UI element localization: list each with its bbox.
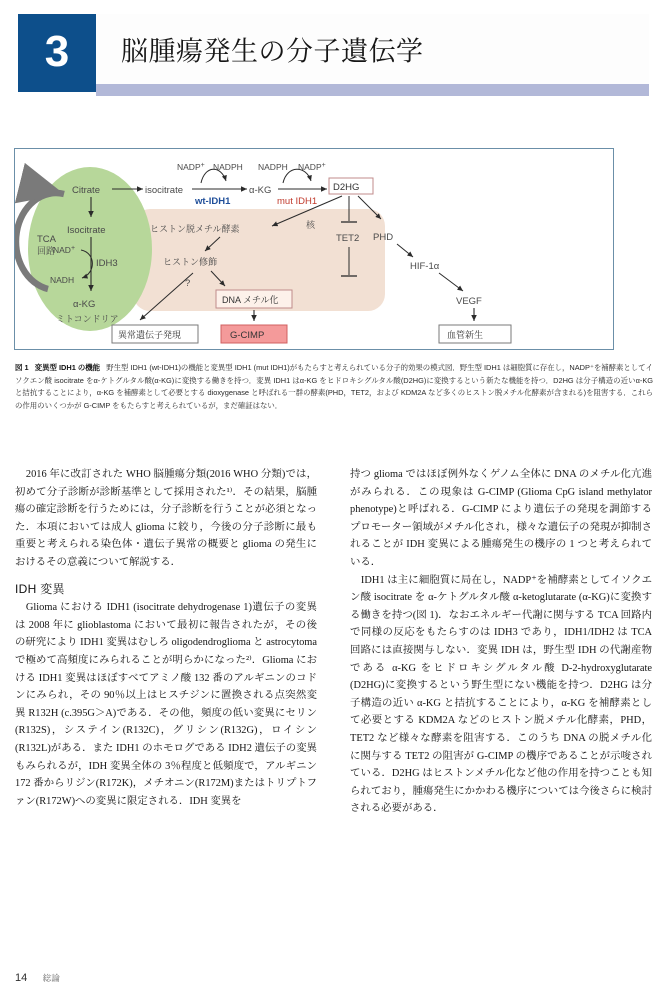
node-akg-mito: α-KG: [73, 299, 96, 310]
chapter-underbar-divider: [96, 84, 649, 96]
page-footer: [15, 968, 60, 986]
node-tet2: TET2: [336, 233, 360, 244]
node-gcimp: G-CIMP: [230, 330, 265, 341]
enzyme-idh3: IDH3: [96, 258, 118, 269]
figure-caption: [15, 362, 653, 412]
node-histone-modification: ヒストン修飾: [163, 257, 218, 267]
section-heading-idh-mutation: IDH 変異: [15, 581, 65, 596]
node-question-mark: ?: [185, 278, 191, 289]
node-isocitrate-cytosol: isocitrate: [145, 185, 184, 196]
node-nadph-1: NADPH: [213, 162, 243, 172]
intro-paragraph: 2016 年に改訂された WHO 脳腫瘍分類(2016 WHO 分類)では，初めて分子診断が診断基準として採用された¹⁾．その結果，脳腫瘍の確定診断を行うためには，分子診断を行うことが必須となった．本項においては成人 glioma に絞り，今後の分子診断に最も重要と考えられる染色体・遺伝子異常の概要と glioma の発生におけるその意義について解説する．: [15, 469, 317, 568]
node-nadp-plus-2: NADP+: [298, 162, 326, 172]
chapter-title-area: [96, 14, 649, 85]
mitochondria-label: ミトコンドリア: [56, 314, 119, 324]
chapter-number-box: [18, 14, 96, 92]
page-number: 14: [15, 972, 28, 984]
right-paragraph-2: IDH1 は主に細胞質に局在し，NADP⁺を補酵素としてイソクエン酸 isocitrate を α-ケトグルタル酸 α-ketoglutarate (α-KG)に変換する働きを持つ(図 1)．なおエネルギー代謝に関与する TCA 回路内で同様の反応をもたらすのは IDH3 であり，IDH1/IDH2 は TCA 回路には直接関与しない．変異 IDH は，野生型 IDH の代謝産物である α-KG をヒドロキシグルタル酸 D-2-hydroxyglutarate (D2HG)に変換するという野生型にない機能を持つ．D2HG は分子構造の近い α-KG と拮抗することにより，α-KG を補酵素として必要とする KDM2A などのヒストン脱メチル化酵素，PHD，TET2 など様々な酵素を阻害する．このうち DNA の脱メチル化に関与する TET2 の阻害が G-CIMP の機序であることが示唆されている．D2HG はヒストンメチル化など他の作用を持つことも知られており，腫瘍発生にかかわる機序については今後さらに検討される必要がある．: [350, 574, 652, 815]
body-columns: [15, 466, 652, 958]
chapter-number: 3: [44, 27, 70, 76]
node-akg-cytosol: α-KG: [249, 185, 272, 196]
page-title: 脳腫瘍発生の分子遺伝学: [121, 36, 424, 67]
tca-label-line2: 回路: [37, 246, 56, 256]
node-d2hg: D2HG: [333, 182, 360, 193]
node-nadph-2: NADPH: [258, 162, 288, 172]
chapter-header: [18, 14, 649, 92]
node-angiogenesis: 血管新生: [447, 330, 484, 340]
node-citrate: Citrate: [72, 185, 100, 196]
footer-section-label: 総論: [42, 973, 60, 983]
node-hif1a: HIF-1α: [410, 261, 440, 272]
node-nad-plus: NAD+: [53, 245, 76, 255]
node-vegf: VEGF: [456, 296, 482, 307]
node-phd: PHD: [373, 232, 394, 243]
node-histone-demethylase: ヒストン脱メチル酵素: [150, 224, 240, 234]
node-nadh: NADH: [50, 275, 75, 285]
left-column: [15, 466, 317, 958]
node-dna-methylation: DNA メチル化: [222, 295, 279, 305]
figure-caption-title: 変異型 IDH1 の機能: [34, 363, 101, 372]
left-paragraph-1: Glioma における IDH1 (isocitrate dehydrogenase 1)遺伝子の変異は 2008 年に glioblastoma において最初に報告されたが，その後の研究により IDH1 変異はむしろ oligodendroglioma と astrocytoma で極めて高頻度にみられることが明らかになった²⁾．Glioma における IDH1 変異はほぼすべてアミノ酸 132 番のアルギニンのコドンにみられ，その 90％以上はヒスチジンに置換される点突然変異 R132H (c.395G＞A)である．その他，頻度の低い変異にセリン(R132S)，システイン(R132C)，グリシン(R132G)，ロイシン(R132L)がある．また IDH1 のホモログである IDH2 遺伝子の変異もみられるが，IDH 変異全体の 3％程度と低頻度で，アルギニン 172 番からリジン(R172K)，メチオニン(R172M)またはトリプトファン(R172W)への変異に限定される．IDH 変異を: [15, 602, 317, 807]
figure-caption-number: 図 1: [15, 363, 29, 372]
node-aberrant-gene-expression: 異常遺伝子発現: [118, 330, 182, 340]
node-isocitrate-mito: Isocitrate: [67, 225, 106, 236]
figure-caption-body: 野生型 IDH1 (wt-IDH1)の機能と変異型 IDH1 (mut IDH1)がもたらすと考えられている分子的効果の模式図．野生型 IDH1 は細胞質に存在し，NADP⁺を補酵素としてイソクエン酸 isocitrate をα-ケトグルタル酸(α-KG)に変換する働きを持つ．変異 IDH1 はα-KG をヒドロキシグルタル酸(D2HG)に変換するという新たな機能を持つ．D2HG は分子構造の近いα-KG と拮抗することにより，α-KG を補酵素として必要とする dioxygenase と呼ばれる一群の酵素(PHD，TET2，および KDM2A など多くのヒストン脱メチル化酵素が含まれる)を阻害する．これらの作用のいくつかが G-CIMP をもたらすと考えられているが，まだ確証はない．: [15, 363, 653, 410]
arrow-hif1a-to-vegf: [439, 273, 463, 291]
node-nadp-plus-1: NADP+: [177, 162, 205, 172]
tca-label-line1: TCA: [37, 234, 56, 245]
right-paragraph-1: 持つ glioma ではほぼ例外なくゲノム全体に DNA のメチル化亢進がみられる．この現象は G-CIMP (Glioma CpG island methylator phenotype)と呼ばれる．G-CIMP により遺伝子の発現を調節するプロモーター領域がメチル化され，様々な遺伝子の発現が抑制されることが IDH 変異による腫瘍発生の機序の 1 つと考えられている．: [350, 469, 652, 568]
arrow-phd-to-hif1a: [397, 244, 413, 257]
figure-panel: [14, 148, 614, 350]
right-column: [350, 466, 652, 958]
nucleus-label: 核: [306, 220, 316, 230]
enzyme-wt-idh1: wt-IDH1: [195, 196, 231, 207]
pathway-diagram: [15, 149, 613, 349]
enzyme-mut-idh1: mut IDH1: [277, 196, 318, 207]
